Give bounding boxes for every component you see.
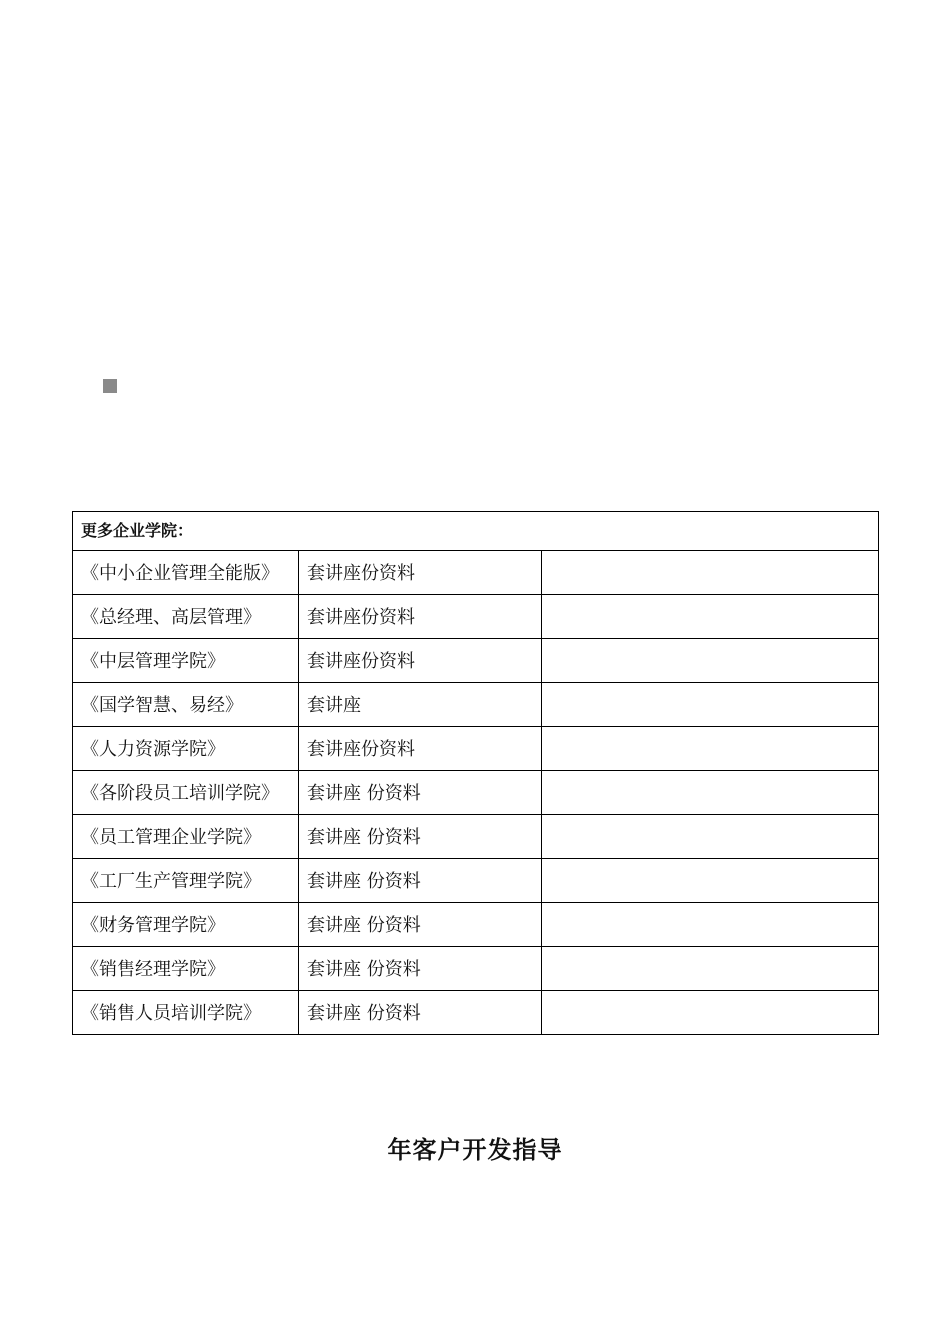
course-note	[542, 771, 879, 815]
table-header-row	[73, 512, 879, 551]
course-name: 《销售经理学院》	[73, 947, 299, 991]
course-note	[542, 595, 879, 639]
course-materials: 套讲座份资料	[299, 595, 542, 639]
course-name: 《人力资源学院》	[73, 727, 299, 771]
table-row	[73, 683, 879, 727]
table-row	[73, 947, 879, 991]
academy-table	[72, 511, 879, 1035]
course-materials: 套讲座	[299, 683, 542, 727]
course-materials: 套讲座 份资料	[299, 771, 542, 815]
table-row	[73, 639, 879, 683]
table-row	[73, 727, 879, 771]
course-name: 《国学智慧、易经》	[73, 683, 299, 727]
course-note	[542, 947, 879, 991]
table-header: 更多企业学院：	[73, 512, 879, 551]
document-title: 年客户开发指导	[387, 1136, 563, 1164]
course-note	[542, 815, 879, 859]
course-note	[542, 551, 879, 595]
course-note	[542, 639, 879, 683]
table-row	[73, 903, 879, 947]
table-row	[73, 991, 879, 1035]
course-note	[542, 903, 879, 947]
table-row	[73, 815, 879, 859]
square-bullet-icon	[103, 379, 117, 393]
course-note	[542, 859, 879, 903]
course-name: 《工厂生产管理学院》	[73, 859, 299, 903]
course-materials: 套讲座 份资料	[299, 947, 542, 991]
course-materials: 套讲座份资料	[299, 639, 542, 683]
course-name: 《中小企业管理全能版》	[73, 551, 299, 595]
course-note	[542, 991, 879, 1035]
course-materials: 套讲座份资料	[299, 727, 542, 771]
course-name: 《销售人员培训学院》	[73, 991, 299, 1035]
course-name: 《中层管理学院》	[73, 639, 299, 683]
table-row	[73, 859, 879, 903]
course-materials: 套讲座份资料	[299, 551, 542, 595]
table-row	[73, 771, 879, 815]
course-name: 《员工管理企业学院》	[73, 815, 299, 859]
table-row	[73, 551, 879, 595]
course-materials: 套讲座 份资料	[299, 903, 542, 947]
course-name: 《总经理、高层管理》	[73, 595, 299, 639]
course-materials: 套讲座 份资料	[299, 991, 542, 1035]
course-note	[542, 683, 879, 727]
course-materials: 套讲座 份资料	[299, 859, 542, 903]
course-materials: 套讲座 份资料	[299, 815, 542, 859]
table-row	[73, 595, 879, 639]
course-name: 《各阶段员工培训学院》	[73, 771, 299, 815]
course-name: 《财务管理学院》	[73, 903, 299, 947]
course-note	[542, 727, 879, 771]
